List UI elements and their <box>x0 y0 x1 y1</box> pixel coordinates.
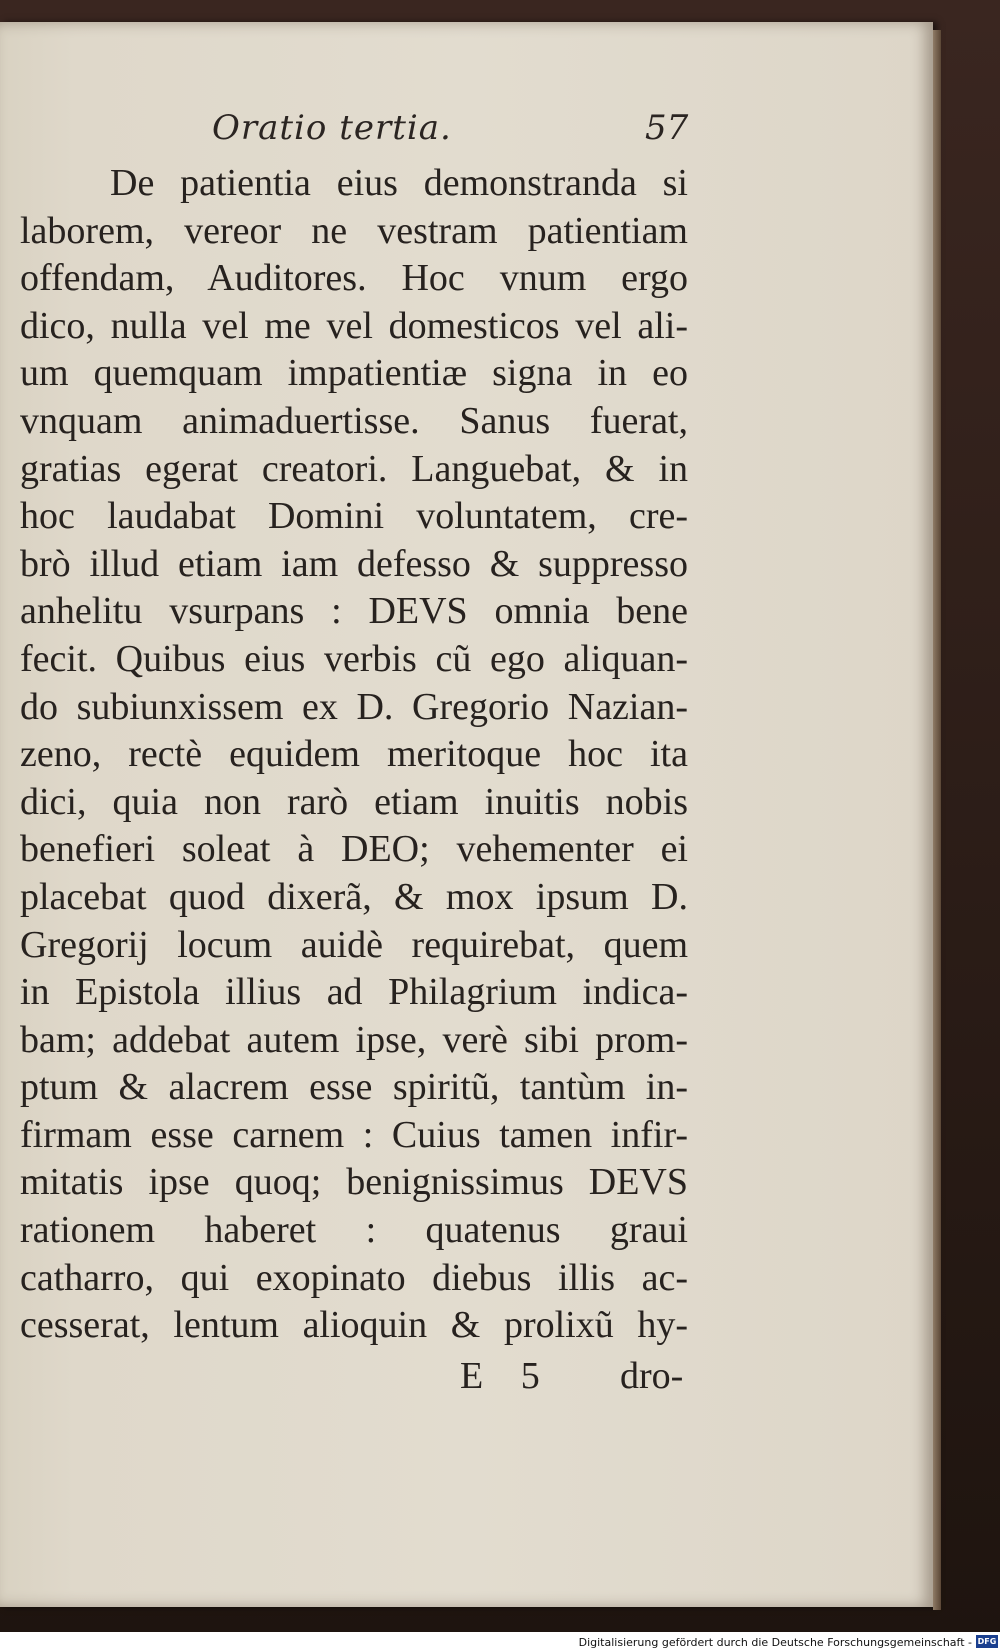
page-footer-line <box>0 1354 933 1404</box>
text-line: hoc laudabat Domini voluntatem, cre- <box>20 495 688 538</box>
running-head-title: Oratio tertia. <box>212 108 452 148</box>
text-line: rationem haberet : quatenus graui <box>20 1209 688 1252</box>
text-line: fecit. Quibus eius verbis cũ ego aliquan- <box>20 637 688 680</box>
text-line: vnquam animaduertisse. Sanus fuerat, <box>20 399 688 442</box>
digitization-footer <box>0 1632 1000 1650</box>
text-line: dici, quia non rarò etiam inuitis nobis <box>20 780 688 823</box>
text-line: gratias egerat creatori. Languebat, & in <box>20 447 688 490</box>
text-line: zeno, rectè equidem meritoque hoc ita <box>20 733 688 776</box>
text-line: brò illud etiam iam defesso & suppresso <box>20 542 688 585</box>
text-line: bam; addebat autem ipse, verè sibi prom- <box>20 1018 688 1061</box>
body-text <box>20 160 688 1350</box>
book-page <box>0 22 933 1607</box>
text-line: do subiunxissem ex D. Gregorio Nazian- <box>20 685 688 728</box>
text-line: firmam esse carnem : Cuius tamen infir- <box>20 1113 688 1156</box>
text-line: um quemquam impatientiæ signa in eo <box>20 352 688 395</box>
catchword: dro- <box>620 1355 684 1397</box>
dfg-logo: DFG <box>977 1637 997 1646</box>
running-head <box>0 102 933 152</box>
page-number: 57 <box>645 108 689 148</box>
text-line: laborem, vereor ne vestram patientiam <box>20 209 688 252</box>
text-line: ptum & alacrem esse spiritũ, tantùm in- <box>20 1066 688 1109</box>
text-line: anhelitu vsurpans : DEVS omnia bene <box>20 590 688 633</box>
text-line: mitatis ipse quoq; benignissimus DEVS <box>20 1161 688 1204</box>
text-line: Gregorij locum auidè requirebat, quem <box>20 923 688 966</box>
text-line: De patientia eius demonstranda si <box>110 162 688 204</box>
text-line: benefieri soleat à DEO; vehementer ei <box>20 828 688 871</box>
page-edge <box>933 30 941 1610</box>
text-line: dico, nulla vel me vel domesticos vel ali- <box>20 304 688 347</box>
text-line: cesserat, lentum alioquin & prolixũ hy- <box>20 1304 688 1347</box>
signature-mark: E 5 <box>460 1355 554 1397</box>
funding-credit: Digitalisierung gefördert durch die Deutsche Forschungsgemeinschaft - <box>578 1636 972 1649</box>
text-line: in Epistola illius ad Philagrium indica- <box>20 971 688 1014</box>
text-line: placebat quod dixerã, & mox ipsum D. <box>20 875 688 918</box>
text-line: offendam, Auditores. Hoc vnum ergo <box>20 257 688 300</box>
text-line: catharro, qui exopinato diebus illis ac- <box>20 1256 688 1299</box>
